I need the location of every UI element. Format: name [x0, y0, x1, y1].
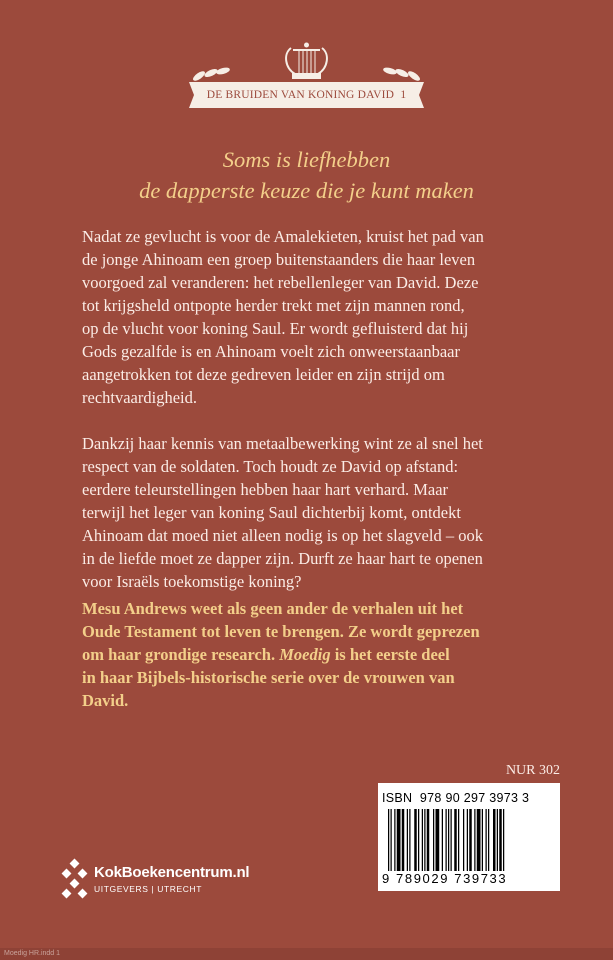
text-line: David. [82, 691, 129, 710]
text-line: om haar grondige research. Moedig is het eerste deel [82, 645, 450, 664]
tagline-line: Soms is liefhebben [222, 147, 391, 172]
text-line: aangetrokken tot deze gedreven leider en zijn strijd om [82, 365, 445, 384]
text-line: op de vlucht voor koning Saul. Er wordt gefluisterd dat hij [82, 319, 469, 338]
text-line: Nadat ze gevlucht is voor de Amalekieten, kruist het pad van [82, 227, 484, 246]
isbn-barcode [378, 783, 560, 891]
text-line: rechtvaardigheid. [82, 388, 197, 407]
text-line: tot krijgsheld ontpopte herder trekt met zijn mannen rond, [82, 296, 465, 315]
synopsis-paragraph-2 [82, 432, 562, 593]
text-line: terwijl het leger van koning Saul dichterbij komt, ontdekt [82, 503, 461, 522]
text-line: voor Israëls toekomstige koning? [82, 572, 302, 591]
text-line: Ahinoam dat moed niet alleen nodig is op het slagveld – ook [82, 526, 483, 545]
text-line: in haar Bijbels-historische serie over de vrouwen van [82, 668, 455, 687]
publisher-logo-block [60, 858, 330, 908]
tagline [0, 144, 613, 206]
barcode-icon [388, 809, 550, 871]
text-line: eerdere teleurstellingen hebben haar hart verhard. Maar [82, 480, 449, 499]
text-line: respect van de soldaten. Toch houdt ze David op afstand: [82, 457, 459, 476]
nur-code: NUR 302 [505, 763, 560, 778]
series-banner [183, 40, 430, 110]
author-blurb [82, 597, 562, 712]
tagline-line: de dapperste keuze die je kunt maken [139, 178, 474, 203]
book-title: Moedig [279, 645, 331, 664]
text-line: voorgoed zal veranderen: het rebellenleger van David. Deze [82, 273, 479, 292]
footer-strip [0, 948, 613, 960]
publisher-name: KokBoekencentrum.nl [94, 864, 250, 881]
text-line: de jonge Ahinoam een groep buitenstaanders die haar leven [82, 250, 476, 269]
text-line: Mesu Andrews weet als geen ander de verhalen uit het [82, 599, 464, 618]
series-title: DE BRUIDEN VAN KONING DAVID 1 [206, 89, 407, 101]
text-line: Gods gezalfde is en Ahinoam voelt zich onweerstaanbaar [82, 342, 460, 361]
publisher-location: UITGEVERS | UTRECHT [94, 884, 203, 894]
isbn-text: ISBN 978 90 297 3973 3 [382, 791, 530, 805]
text-line: Dankzij haar kennis van metaalbewerking wint ze al snel het [82, 434, 483, 453]
synopsis-paragraph-1 [82, 225, 562, 409]
synopsis [82, 225, 562, 593]
barcode-digits: 9 789029 739733 [382, 871, 508, 886]
publisher-logo-icon [60, 858, 90, 904]
text-line: Oude Testament tot leven te brengen. Ze wordt geprezen [82, 622, 480, 641]
print-slug: Moedig HR.indd 1 [4, 950, 61, 957]
text-line: in de liefde moet ze dapper zijn. Durft ze haar hart te openen [82, 549, 483, 568]
